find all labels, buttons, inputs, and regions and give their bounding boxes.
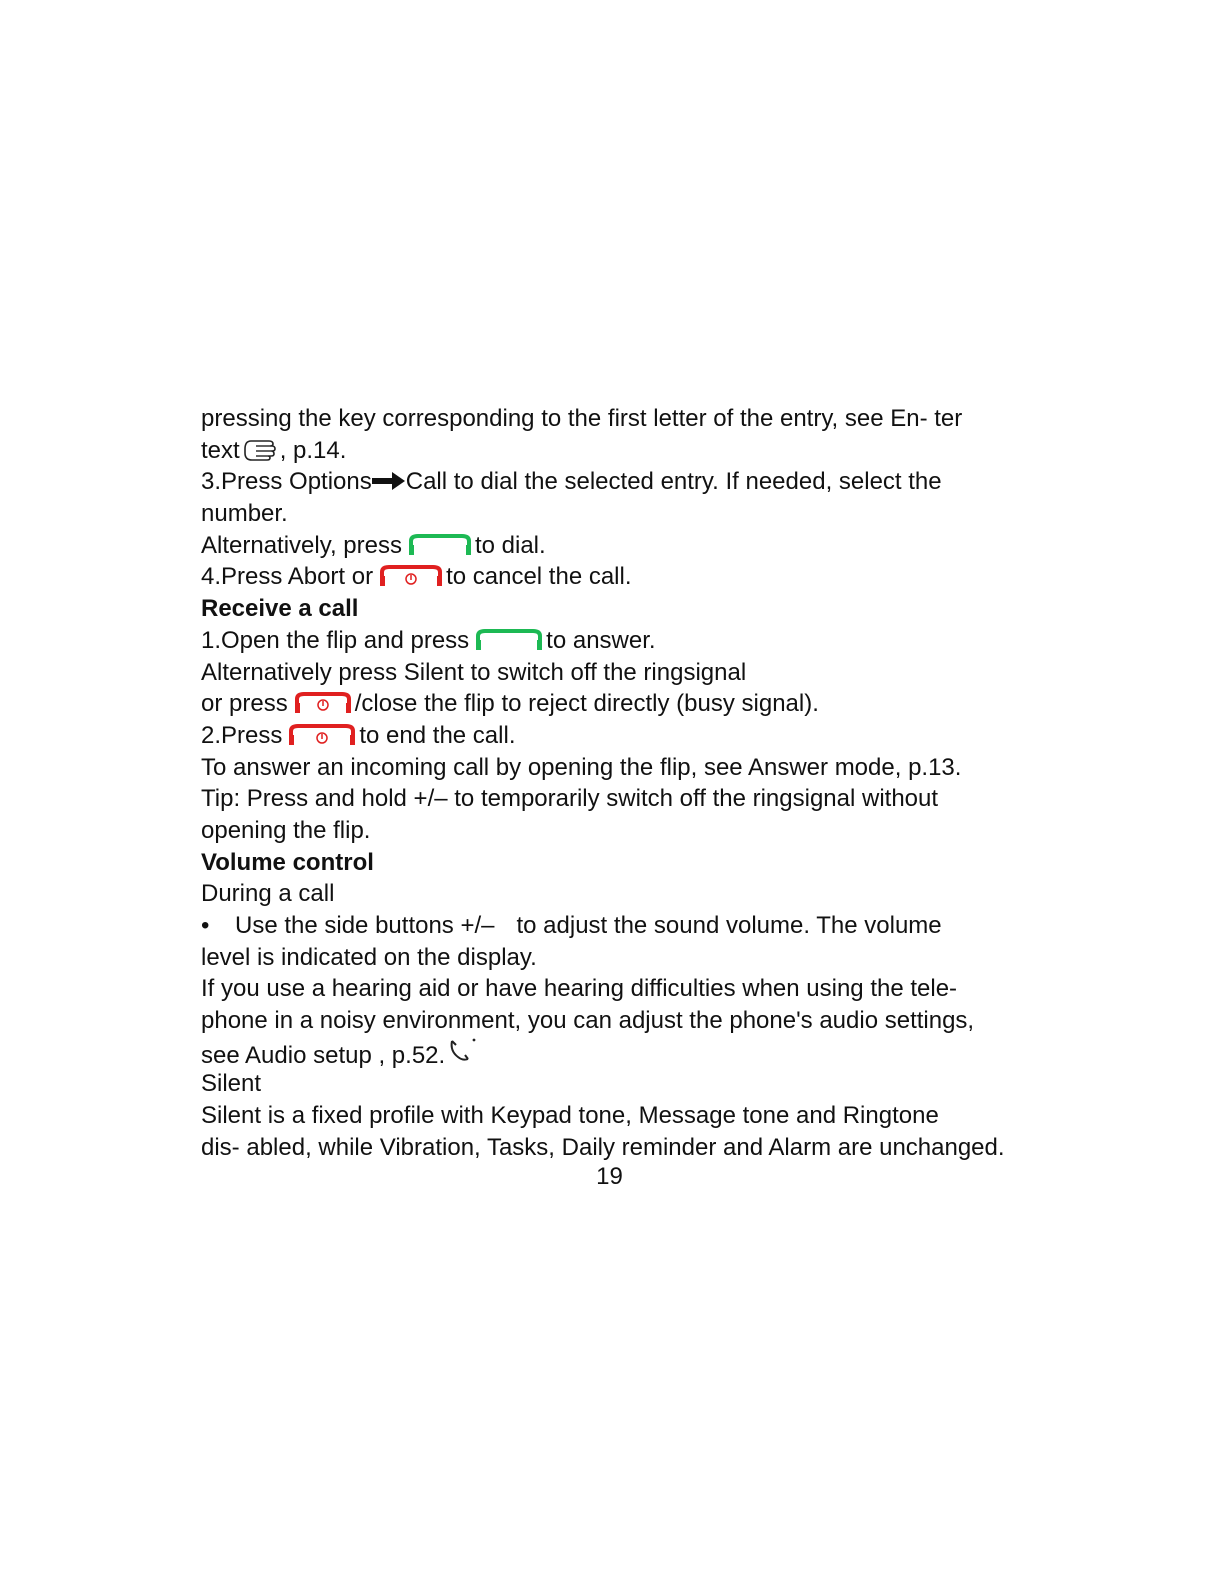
text-line: pressing the key corresponding to the first letter of the entry, see En- ter <box>201 405 963 432</box>
text-line: Silent is a fixed profile with Keypad tone, Message tone and Ringtone <box>201 1102 939 1130</box>
text-line: If you use a hearing aid or have hearing difficulties when using the tele- <box>201 975 958 1003</box>
bullet-marker: • <box>201 912 210 939</box>
text-line: Alternatively press Silent to switch off the ringsignal <box>201 658 747 686</box>
right-arrow-icon <box>372 469 406 501</box>
green-call-key-icon <box>408 533 472 557</box>
text-line: 3.Press Options Call to dial the selected entry. If needed, select the <box>201 466 1061 498</box>
text-line: To answer an incoming call by opening the flip, see Answer mode, p.13. <box>201 753 962 781</box>
section-heading-receive: Receive a call <box>201 595 359 623</box>
text-line: 4.Press Abort or to cancel the call. <box>201 563 632 591</box>
red-end-key-icon <box>379 564 443 588</box>
page-number: 19 <box>596 1163 623 1190</box>
pointing-hand-icon <box>242 437 278 470</box>
red-end-key-icon <box>288 723 356 747</box>
hearing-icon <box>447 1037 477 1074</box>
text-line: Tip: Press and hold +/– to temporarily switch off the ringsignal without <box>201 785 939 813</box>
text-line: text , p.14. <box>201 435 1061 467</box>
text-line: During a call <box>201 880 335 908</box>
text-line: Silent <box>201 1070 262 1098</box>
bullet-line: • Use the side buttons +/– to adjust the sound volume. The volume <box>201 910 1061 942</box>
text-line: or press /close the flip to reject directly (busy signal). <box>201 690 819 718</box>
text-line: 2.Press to end the call. <box>201 721 516 749</box>
text-line: level is indicated on the display. <box>201 943 537 971</box>
red-end-key-icon <box>294 691 352 715</box>
text-line: see Audio setup , p.52. <box>201 1037 1061 1069</box>
text-line: 1.Open the flip and press to answer. <box>201 626 656 654</box>
text-line: opening the flip. <box>201 816 371 844</box>
text-line: number. <box>201 500 288 528</box>
text-line: phone in a noisy environment, you can adjust the phone's audio settings, <box>201 1007 975 1035</box>
text-line: Alternatively, press to dial. <box>201 531 546 559</box>
section-heading-volume: Volume control <box>201 848 374 876</box>
manual-page <box>201 403 1061 1164</box>
text-line: dis- abled, while Vibration, Tasks, Daily reminder and Alarm are unchanged. <box>201 1133 1005 1161</box>
green-call-key-icon <box>475 628 543 652</box>
